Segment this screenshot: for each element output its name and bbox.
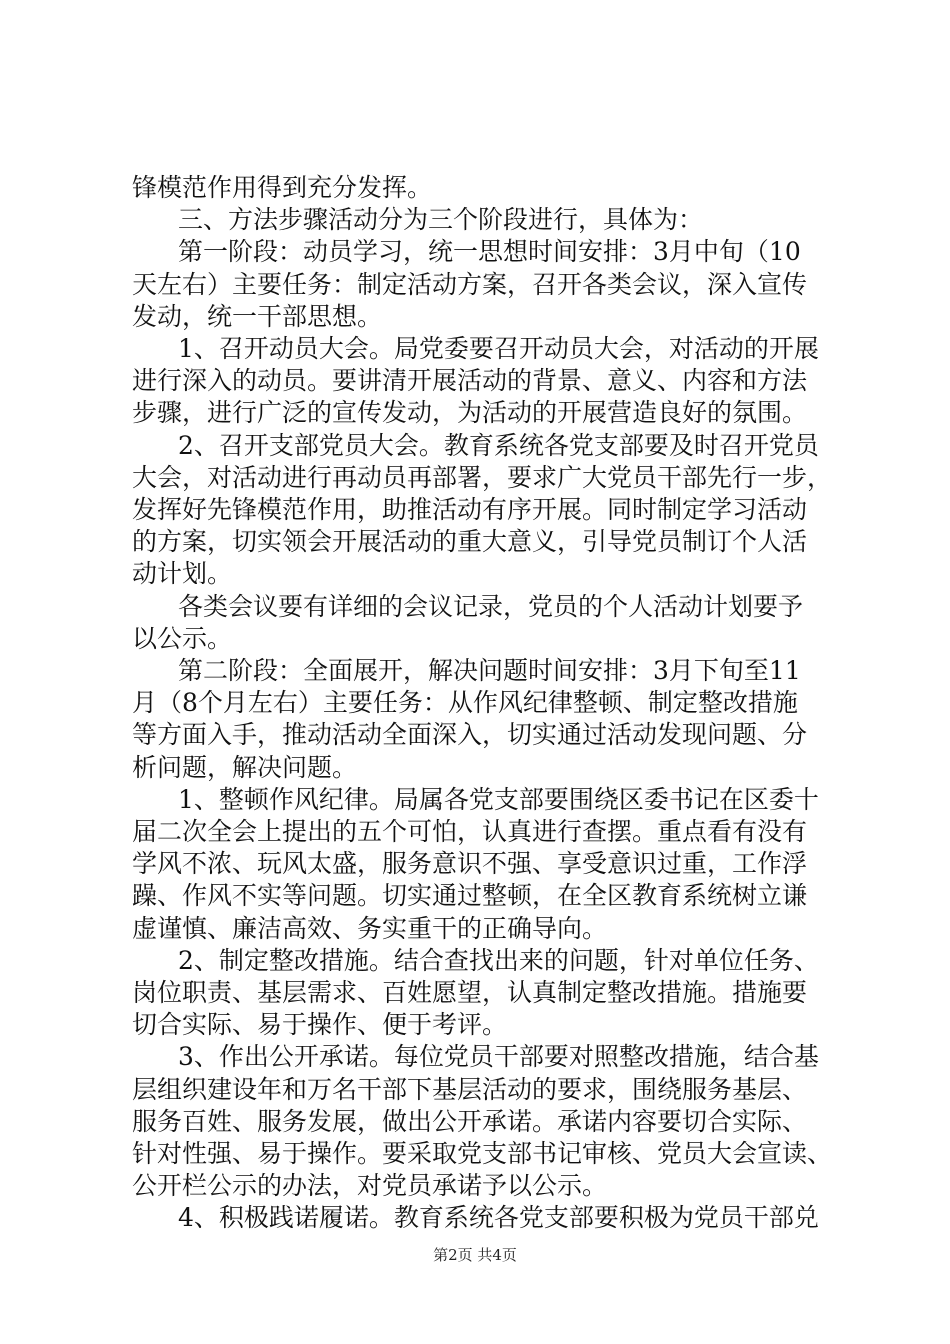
- text-line: 学风不浓、玩风太盛，服务意识不强、享受意识过重，工作浮: [132, 849, 808, 879]
- text-line: 以公示。: [132, 623, 233, 653]
- text-line: 2、制定整改措施。结合查找出来的问题，针对单位任务、: [178, 945, 819, 975]
- text-line: 1、召开动员大会。局党委要召开动员大会，对活动的开展: [178, 334, 819, 363]
- text-line: 切合实际、易于操作、便于考评。: [132, 1010, 508, 1040]
- text-line: 天左右）主要任务：制定活动方案，召开各类会议，深入宣传: [132, 269, 808, 299]
- text-line: 大会，对活动进行再动员再部署，要求广大党员干部先行一步，: [132, 462, 833, 492]
- text-line: 第二阶段：全面展开，解决问题时间安排：3月下旬至11: [178, 656, 801, 685]
- text-line: 岗位职责、基层需求、百姓愿望，认真制定整改措施。措施要: [132, 978, 808, 1007]
- text-line: 躁、作风不实等问题。切实通过整顿，在全区教育系统树立谦: [132, 881, 808, 911]
- text-line: 步骤，进行广泛的宣传发动，为活动的开展营造良好的氛围。: [132, 398, 808, 428]
- text-line: 析问题，解决问题。: [132, 752, 358, 782]
- text-line: 等方面入手，推动活动全面深入，切实通过活动发现问题、分: [132, 720, 808, 750]
- text-line: 动计划。: [132, 559, 233, 589]
- text-line: 发动，统一干部思想。: [132, 301, 383, 331]
- page-footer: 第2页 共4页: [433, 1246, 517, 1264]
- text-line: 的方案，切实领会开展活动的重大意义，引导党员制订个人活: [132, 527, 808, 557]
- text-line: 公开栏公示的办法，对党员承诺予以公示。: [132, 1171, 608, 1201]
- text-line: 月（8个月左右）主要任务：从作风纪律整顿、制定整改措施: [132, 688, 798, 718]
- text-line: 虚谨慎、廉洁高效、务实重干的正确导向。: [132, 913, 608, 943]
- text-line: 针对性强、易于操作。要采取党支部书记审核、党员大会宣读、: [132, 1139, 833, 1168]
- text-line: 三、方法步骤活动分为三个阶段进行，具体为：: [178, 205, 704, 235]
- text-line: 1、整顿作风纪律。局属各党支部要围绕区委书记在区委十: [178, 784, 819, 814]
- text-line: 届二次全会上提出的五个可怕，认真进行查摆。重点看有没有: [132, 817, 808, 846]
- text-line: 第一阶段：动员学习，统一思想时间安排：3月中旬（10: [178, 237, 801, 267]
- text-line: 发挥好先锋模范作用，助推活动有序开展。同时制定学习活动: [132, 495, 808, 524]
- text-line: 各类会议要有详细的会议记录，党员的个人活动计划要予: [178, 591, 804, 621]
- text-line: 服务百姓、服务发展，做出公开承诺。承诺内容要切合实际、: [132, 1106, 808, 1136]
- text-line: 进行深入的动员。要讲清开展活动的背景、意义、内容和方法: [132, 366, 808, 396]
- text-line: 3、作出公开承诺。每位党员干部要对照整改措施，结合基: [178, 1042, 819, 1072]
- text-line: 层组织建设年和万名干部下基层活动的要求，围绕服务基层、: [132, 1074, 808, 1104]
- text-line: 2、召开支部党员大会。教育系统各党支部要及时召开党员: [178, 430, 819, 460]
- text-line: 锋模范作用得到充分发挥。: [132, 173, 433, 202]
- text-line: 4、积极践诺履诺。教育系统各党支部要积极为党员干部兑: [178, 1203, 819, 1233]
